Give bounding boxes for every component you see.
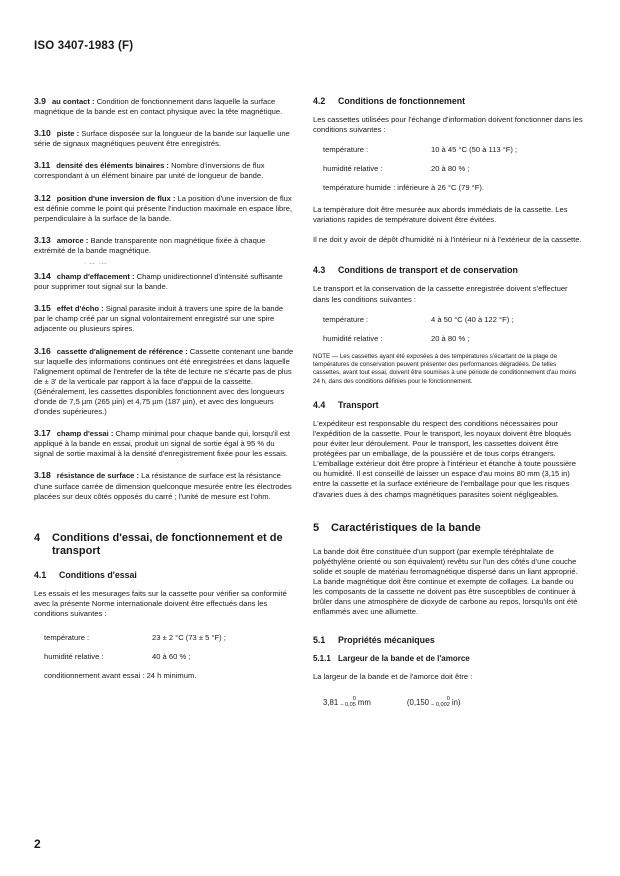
definition-3-10 bbox=[34, 128, 296, 149]
definition-text: Condition de fonctionnement dans laquelle la surface magnétique de la bande est en contact physique avec la tête magnétique. bbox=[34, 97, 283, 117]
definition-3-15 bbox=[34, 303, 296, 334]
definition-3-14 bbox=[34, 271, 296, 292]
condition-row: température humide : inférieure à 26 °C (79 °F). bbox=[323, 183, 484, 193]
section-4-4-text: L'expéditeur est responsable du respect des conditions nécessaires pour l'expédition de la cassette. Pour le transport, les noyaux doivent être bloqués pour éviter leur déroulement. Pour le transport, les cassettes doivent être protégées par un emballage, de la poussière et de tous corps étrangers. L'emballage extérieur doit être propre à l'intérieur et étanche à toute poussière ou humidité. Il est conseillé de laisser un espace d'au moins 80 mm (3,15 in) entre la cassette et la surface extérieure de l'emballage pour que les risques d'avaries dues à des champs magnétiques parasites soient négligeables. bbox=[313, 418, 576, 499]
condition-row: température : 4 à 50 °C (40 à 122 °F) ; bbox=[323, 314, 514, 324]
definition-3-11 bbox=[34, 160, 296, 181]
section-4-1-intro: Les essais et les mesurages faits sur la cassette pour vérifier sa conformité avec la présente Norme internationale doivent être effectués dans les conditions suivantes : bbox=[34, 588, 287, 618]
section-4-4-heading: 4.4 Transport bbox=[313, 399, 379, 410]
right-column bbox=[313, 96, 583, 708]
section-4-3-note: NOTE — Les cassettes ayant été exposées à des températures s'écartant de la plage de températures de conservation peuvent présenter des performances dégradées. De telles cassettes, avant tout essai, doivent être soumises à une période de conditionnement d'au moins 24 h, dans des conditions définies pour le fonctionnement. bbox=[313, 352, 577, 385]
condition-row: température : 23 ± 2 °C (73 ± 5 °F) ; bbox=[44, 633, 226, 642]
definition-term: champ d'effacement : bbox=[56, 272, 135, 282]
definition-text: Cassette contenant une bande sur laquelle des informations continues ont été enregistrées et dans laquelle l'alignement optimal de l'entrefer de la tête de lecture ne s'écarte pas de plus de ± 3' de la verticale par rapport à la face d'appui de la cassette. (Généralement, les cassettes disponibles fonctionnent avec des longueurs d'onde de 7,5 µm (265 µin) et 4,75 µm (187 µin), et avec des longueurs d'ondes supérieures.) bbox=[34, 346, 294, 417]
definition-number: 3.14 bbox=[34, 271, 51, 282]
condition-row: humidité relative : 40 à 60 % ; bbox=[44, 652, 191, 661]
definition-term: cassette d'alignement de référence : bbox=[56, 346, 188, 356]
definition-text: La résistance de surface est la résistance d'une surface carrée de dimension quelconque mesurée entre les électrodes placées sur deux côtés opposés du carré ; l'unité de mesure est l'ohm. bbox=[34, 471, 292, 501]
definition-term: piste : bbox=[56, 129, 80, 139]
definition-term: effet d'écho : bbox=[56, 304, 104, 314]
definition-text: Bande transparente non magnétique fixée à chaque extrémité de la bande magnétique. bbox=[34, 235, 266, 255]
definition-number: 3.15 bbox=[34, 303, 51, 314]
definition-3-16 bbox=[34, 346, 296, 418]
definition-text: Signal parasite induit à travers une spire de la bande par le champ créé par un signal volontairement enregistré sur une spire adjacente ou plusieurs spires. bbox=[34, 304, 284, 334]
condition-row: humidité relative : 20 à 80 % ; bbox=[323, 333, 470, 343]
definition-number: 3.18 bbox=[34, 470, 51, 481]
width-tolerance-formula: 3,81 0 − 0,05 mm (0,150 0 − 0,002 in) bbox=[323, 696, 461, 709]
section-5-1-1-text: La largeur de la bande et de l'amorce doit être : bbox=[313, 672, 473, 682]
definition-term: densité des éléments binaires : bbox=[56, 161, 169, 171]
definition-number: 3.17 bbox=[34, 428, 51, 439]
tolerance: 0 − 0,05 bbox=[340, 696, 356, 709]
tolerance-inch: 0 − 0,002 bbox=[431, 696, 450, 709]
definition-3-17 bbox=[34, 428, 296, 459]
condition-row: conditionnement avant essai : 24 h minimum. bbox=[44, 671, 197, 680]
section-4-2-para-1: La température doit être mesurée aux abords immédiats de la cassette. Les variations rapides de température doivent être évitées. bbox=[313, 205, 568, 225]
definition-3-13 bbox=[34, 235, 296, 256]
definition-text: La position d'une inversion de flux est définie comme le point qui présente l'induction maximale en espace libre, perpendiculaire à la surface de la bande. bbox=[34, 193, 293, 223]
definitions-list bbox=[34, 96, 296, 502]
page-number: 2 bbox=[34, 837, 41, 851]
left-column bbox=[34, 96, 296, 690]
definition-term: au contact : bbox=[51, 97, 95, 106]
condition-row: température : 10 à 45 °C (50 à 113 °F) ; bbox=[323, 145, 518, 155]
definition-text: Champ unidirectionnel d'intensité suffisante pour supprimer tout signal sur la bande. bbox=[34, 272, 283, 292]
definition-number: 3.12 bbox=[34, 192, 51, 203]
definition-term: champ d'essai : bbox=[56, 429, 114, 439]
section-4-heading: 4 Conditions d'essai, de fonctionnement et de transport bbox=[34, 531, 283, 557]
definition-text: Nombre d'inversions de flux correspondant à un élément binaire par unité de longueur de bande. bbox=[34, 161, 265, 181]
definition-number: 3.11 bbox=[34, 160, 51, 171]
section-4-2-intro: Les cassettes utilisées pour l'échange d'information doivent fonctionner dans les conditions suivantes : bbox=[313, 115, 583, 135]
section-4-3-heading: 4.3 Conditions de transport et de conservation bbox=[313, 265, 518, 276]
definition-number: 3.13 bbox=[34, 234, 51, 245]
section-5-1-heading: 5.1 Propriétés mécaniques bbox=[313, 635, 435, 646]
section-4-2-heading: 4.2 Conditions de fonctionnement bbox=[313, 96, 466, 106]
definition-text: Champ minimal pour chaque bande qui, lorsqu'il est appliqué à la bande en essai, produit un signal de sortie égal à 95 % du signal de sortie maximal à la densité d'enregistrement fixée pour les essais. bbox=[34, 429, 291, 459]
section-4-1-heading: 4.1 Conditions d'essai bbox=[34, 569, 137, 580]
stray-mark: · -- ·-- bbox=[84, 261, 108, 268]
running-header: ISO 3407-1983 (F) bbox=[34, 40, 134, 52]
definition-3-12 bbox=[34, 193, 296, 224]
definition-number: 3.10 bbox=[34, 128, 51, 139]
definition-text: Surface disposée sur la longueur de la bande sur laquelle une série de signaux magnétiques peuvent être enregistrés. bbox=[34, 129, 290, 149]
section-4-2-para-2: Il ne doit y avoir de dépôt d'humidité ni à l'intérieur ni à l'extérieur de la cassette. bbox=[313, 235, 582, 245]
definition-term: amorce : bbox=[56, 235, 89, 245]
section-4-3-intro: Le transport et la conservation de la cassette enregistrée doivent s'effectuer dans les conditions suivantes : bbox=[313, 284, 568, 304]
definition-term: résistance de surface : bbox=[56, 471, 140, 481]
section-5-heading: 5 Caractéristiques de la bande bbox=[313, 521, 481, 534]
condition-row: humidité relative : 20 à 80 % ; bbox=[323, 164, 470, 174]
definition-3-9 bbox=[34, 96, 296, 117]
section-5-text: La bande doit être constituée d'un support (par exemple téréphtalate de polyéthylène orienté ou son équivalent) revêtu sur l'un des côtés d'une couche solide et souple de matériau ferromagnétique dispersé dans un liant approprié. La bande magnétique doit être continue et exempte de collages. La bande ou les composants de la cassette ne doivent pas être susceptibles de continuer à brûler dans une atmosphère de dioxyde de carbone au repos, lorsqu'ils ont été enflammés avec une allumette. bbox=[313, 546, 578, 617]
definition-3-18 bbox=[34, 470, 296, 501]
definition-number: 3.16 bbox=[34, 345, 51, 356]
definition-term: position d'une inversion de flux : bbox=[56, 193, 176, 203]
section-5-1-1-heading: 5.1.1 Largeur de la bande et de l'amorce bbox=[313, 654, 470, 664]
definition-number: 3.9 bbox=[34, 96, 46, 106]
